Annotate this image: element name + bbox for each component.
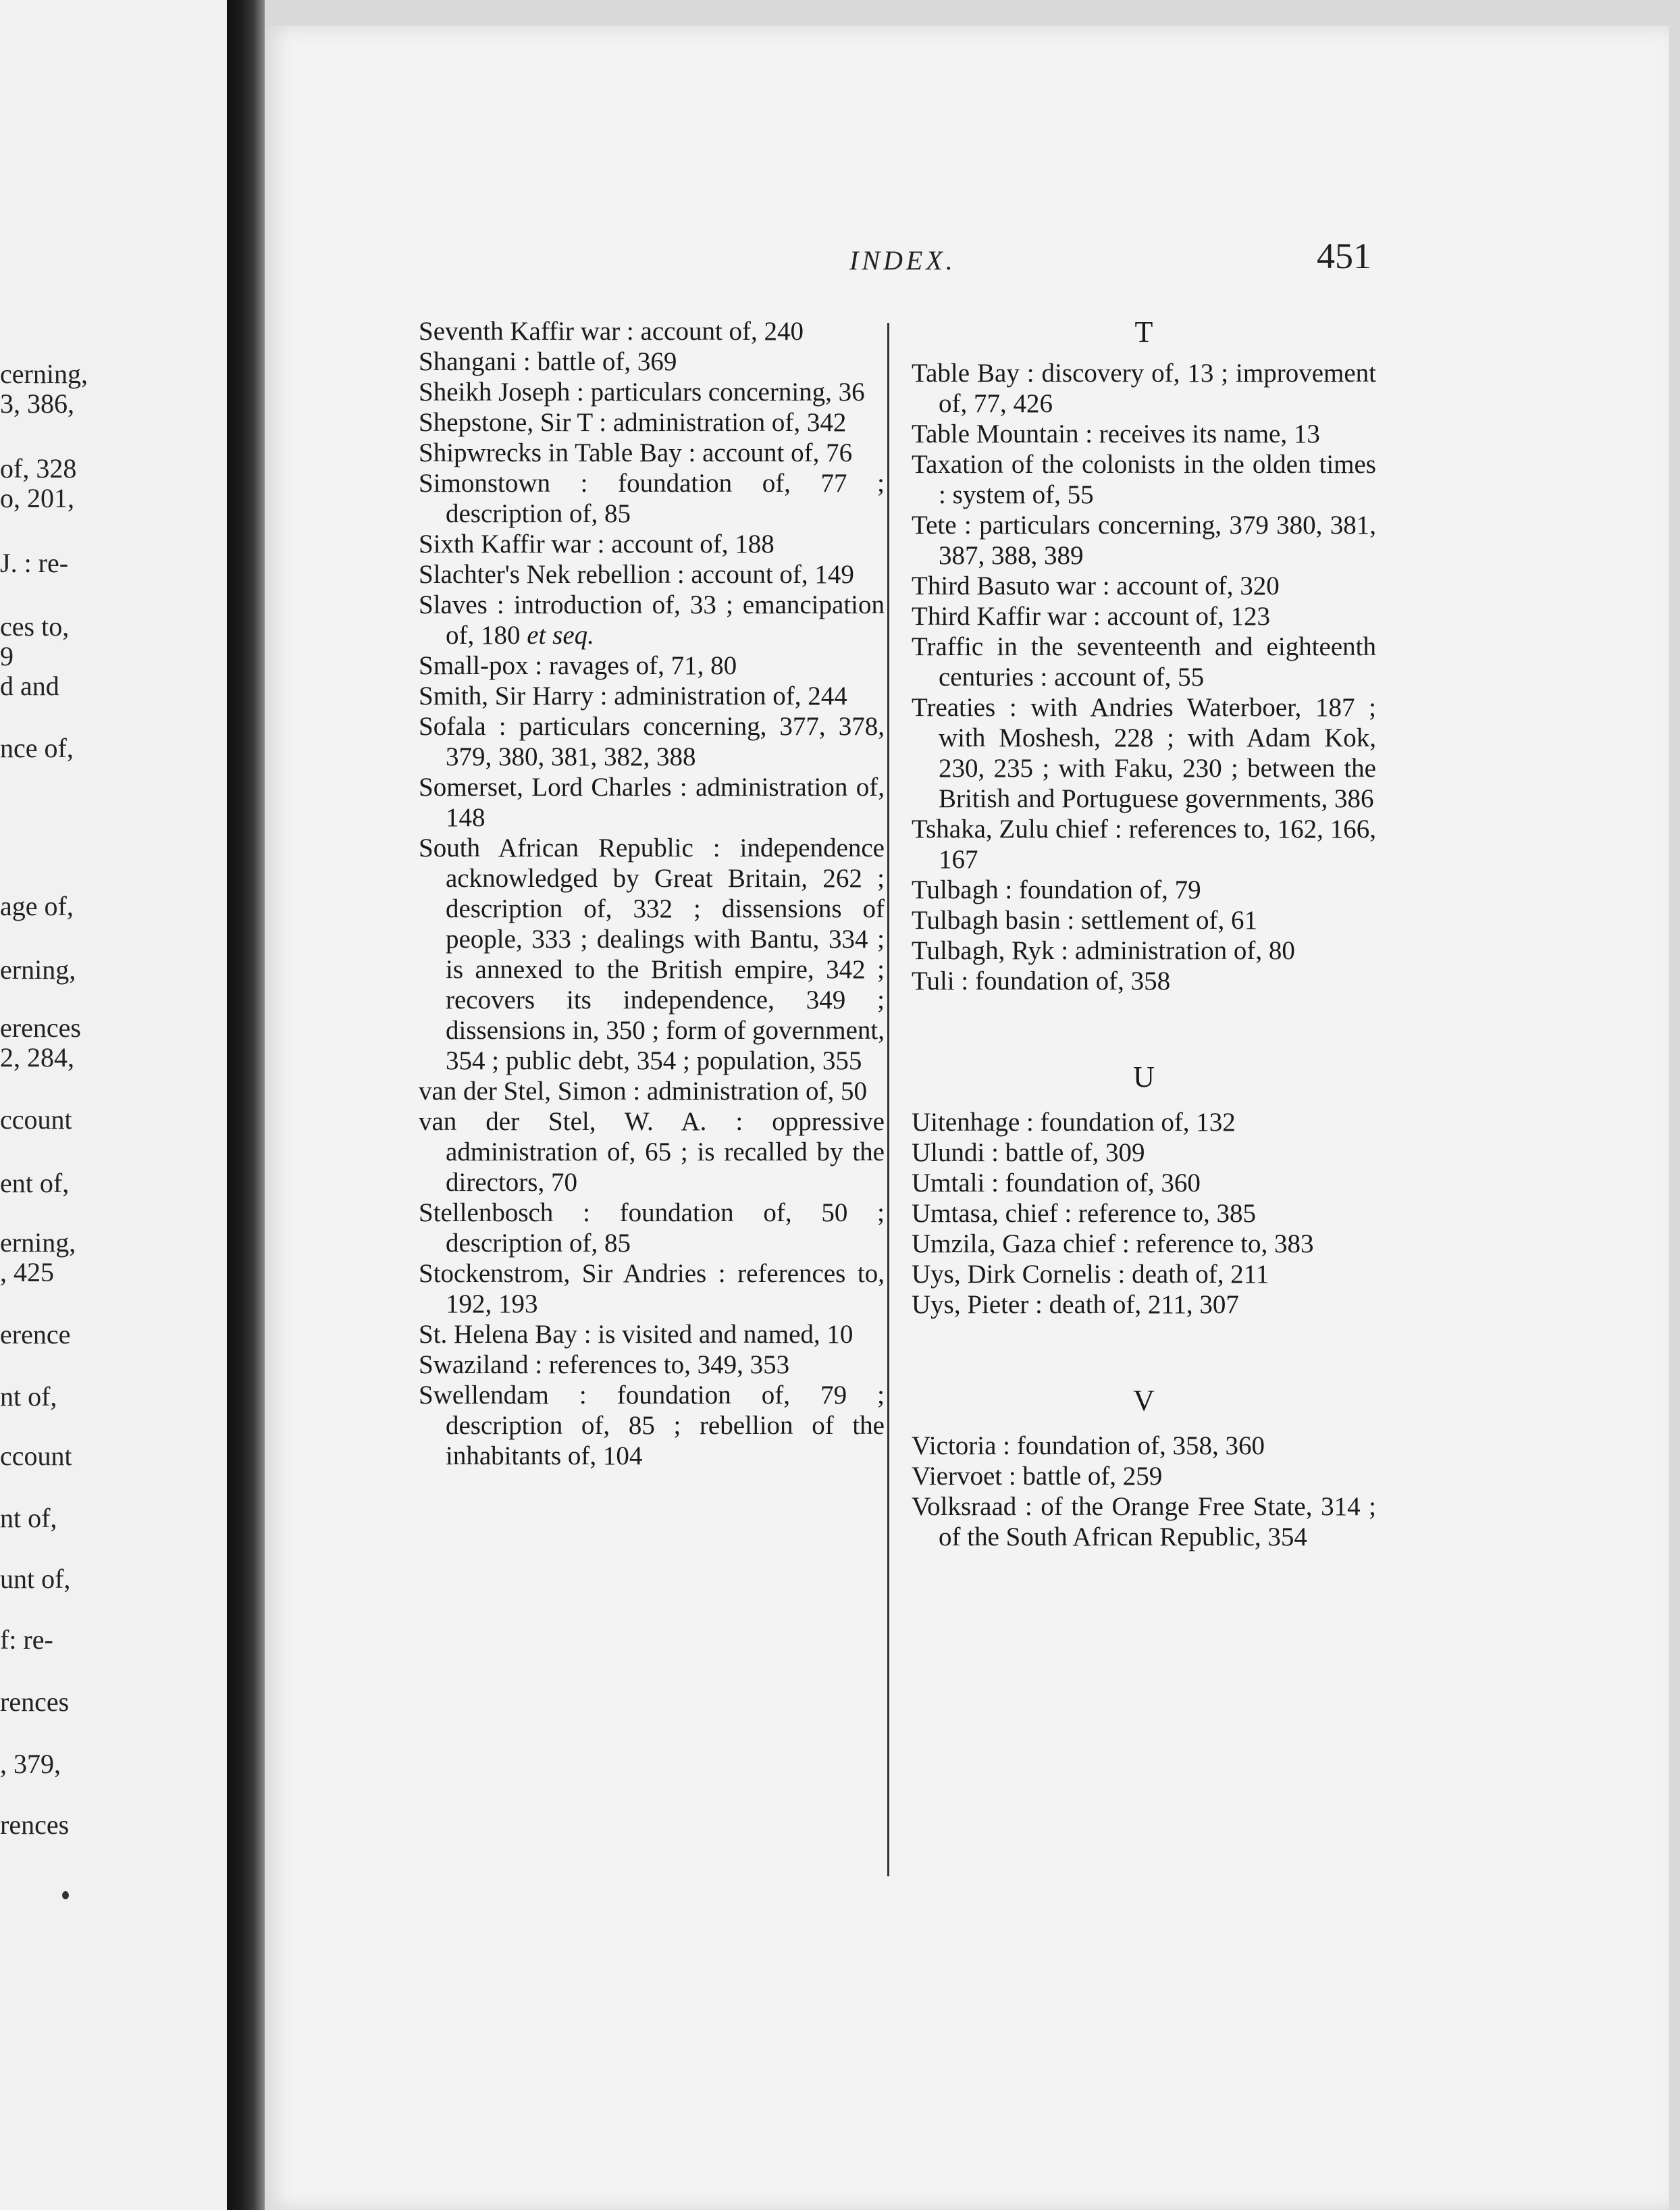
- left-fragment: ccount: [0, 1441, 72, 1471]
- index-entry: van der Stel, W. A. : oppressive administration of, 65 ; is recalled by the directors, 70: [419, 1107, 885, 1197]
- index-entry: Somerset, Lord Charles : administration of, 148: [419, 773, 885, 832]
- index-entry: Simonstown : foundation of, 77 ; description of, 85: [419, 469, 885, 528]
- index-entry: Tshaka, Zulu chief : references to, 162, 166, 167: [912, 815, 1376, 874]
- left-fragment: , 425: [0, 1257, 54, 1287]
- left-fragment: erning,: [0, 1227, 76, 1258]
- index-entry: St. Helena Bay : is visited and named, 10: [419, 1320, 854, 1349]
- index-entry: Treaties : with Andries Waterboer, 187 ; with Moshesh, 228 ; with Adam Kok, 230, 235 ; with Faku, 230 ; between the British and Portuguese governments, 386: [912, 693, 1376, 813]
- left-fragment: ccount: [0, 1104, 72, 1135]
- left-page-text-fragments: [0, 0, 227, 2210]
- index-entry: South African Republic : independence acknowledged by Great Britain, 262 ; description of, 332 ; dissensions of people, 333 ; dealings with Bantu, 334 ; is annexed to the British empire, 342 ; recovers its independence, 349 ; dissensions in, 350 ; form of government, 354 ; public debt, 354 ; population, 355: [419, 833, 885, 1075]
- section-letter-u: U: [1133, 1060, 1155, 1094]
- left-fragment: erences: [0, 1012, 81, 1043]
- book-gutter: [227, 0, 265, 2210]
- left-fragment: J. : re-: [0, 548, 69, 578]
- index-entry: Shepstone, Sir T : administration of, 342: [419, 408, 847, 437]
- running-head: INDEX.: [849, 245, 956, 276]
- left-fragment: rences: [0, 1809, 70, 1840]
- index-column-left: [419, 316, 885, 1471]
- left-fragment: age of,: [0, 891, 74, 921]
- left-fragment: 2, 284,: [0, 1042, 74, 1073]
- index-entry: Tulbagh : foundation of, 79: [912, 875, 1201, 904]
- index-entry: Table Bay : discovery of, 13 ; improvement of, 77, 426: [912, 359, 1376, 418]
- index-entry: Swaziland : references to, 349, 353: [419, 1350, 790, 1379]
- index-entry: Slaves : introduction of, 33 ; emancipation of, 180 et seq.: [419, 590, 885, 650]
- index-column-right: [912, 316, 1376, 1552]
- index-entry: Sheikh Joseph : particulars concerning, 36: [419, 378, 865, 407]
- left-fragment: nce of,: [0, 733, 74, 763]
- index-entry: Slachter's Nek rebellion : account of, 149: [419, 560, 854, 589]
- index-entry: Uys, Pieter : death of, 211, 307: [912, 1290, 1239, 1319]
- left-fragment: d and: [0, 671, 59, 701]
- index-entry: Stockenstrom, Sir Andries : references to, 192, 193: [419, 1259, 885, 1318]
- index-entry: Volksraad : of the Orange Free State, 314 ; of the South African Republic, 354: [912, 1492, 1376, 1551]
- left-fragment: o, 201,: [0, 483, 74, 513]
- index-entry: Sixth Kaffir war : account of, 188: [419, 530, 775, 559]
- index-entry: Tuli : foundation of, 358: [912, 967, 1171, 996]
- index-entry: Victoria : foundation of, 358, 360: [912, 1431, 1265, 1460]
- left-fragment: ces to,: [0, 611, 70, 642]
- left-fragment: unt of,: [0, 1564, 71, 1594]
- index-entry: Smith, Sir Harry : administration of, 244: [419, 682, 847, 711]
- page-number: 451: [1317, 236, 1371, 276]
- left-fragment: erning,: [0, 954, 76, 985]
- section-letter-v: V: [1133, 1384, 1155, 1417]
- column-divider: [887, 323, 889, 1876]
- index-entry: Stellenbosch : foundation of, 50 ; description of, 85: [419, 1198, 885, 1258]
- left-fragment: f: re-: [0, 1624, 53, 1655]
- index-entry: Umzila, Gaza chief : reference to, 383: [912, 1229, 1314, 1258]
- index-entry: Sofala : particulars concerning, 377, 378, 379, 380, 381, 382, 388: [419, 712, 885, 771]
- index-entry: Ulundi : battle of, 309: [912, 1138, 1145, 1167]
- left-fragment: cerning,: [0, 359, 88, 389]
- left-fragment: of, 328: [0, 453, 77, 484]
- index-entry: Taxation of the colonists in the olden times : system of, 55: [912, 450, 1376, 509]
- index-entry: Third Kaffir war : account of, 123: [912, 602, 1271, 631]
- left-fragment: 9: [0, 641, 14, 671]
- index-entry: Seventh Kaffir war : account of, 240: [419, 317, 804, 346]
- left-fragment: 3, 386,: [0, 388, 74, 419]
- index-entry: Umtali : foundation of, 360: [912, 1168, 1201, 1198]
- left-fragment: nt of,: [0, 1381, 57, 1412]
- section-letter-t: T: [1134, 315, 1153, 349]
- index-entry: Small-pox : ravages of, 71, 80: [419, 651, 737, 680]
- index-entry: Tulbagh basin : settlement of, 61: [912, 906, 1258, 935]
- index-entry: Tete : particulars concerning, 379 380, 381, 387, 388, 389: [912, 511, 1376, 570]
- left-fragment: rences: [0, 1687, 70, 1717]
- ink-speck: [62, 1891, 69, 1899]
- index-entry: Umtasa, chief : reference to, 385: [912, 1199, 1257, 1228]
- index-entry: Shangani : battle of, 369: [419, 347, 677, 376]
- left-fragment: ent of,: [0, 1168, 70, 1198]
- index-entry: Viervoet : battle of, 259: [912, 1462, 1163, 1491]
- index-entry: Uys, Dirk Cornelis : death of, 211: [912, 1260, 1269, 1289]
- index-entry: Shipwrecks in Table Bay : account of, 76: [419, 438, 853, 467]
- left-fragment: erence: [0, 1319, 71, 1350]
- index-entry: Uitenhage : foundation of, 132: [912, 1108, 1236, 1137]
- italic-text: et seq.: [527, 621, 594, 650]
- index-entry: Swellendam : foundation of, 79 ; description of, 85 ; rebellion of the inhabitants of, 104: [419, 1381, 885, 1470]
- left-page-edge: [0, 0, 227, 2210]
- index-entry: Tulbagh, Ryk : administration of, 80: [912, 936, 1295, 965]
- index-entry: Table Mountain : receives its name, 13: [912, 419, 1320, 448]
- left-fragment: nt of,: [0, 1503, 57, 1533]
- left-fragment: , 379,: [0, 1749, 61, 1779]
- index-entry: Third Basuto war : account of, 320: [912, 571, 1280, 600]
- index-entry: van der Stel, Simon : administration of, 50: [419, 1077, 868, 1106]
- index-entry: Traffic in the seventeenth and eighteenth centuries : account of, 55: [912, 632, 1376, 692]
